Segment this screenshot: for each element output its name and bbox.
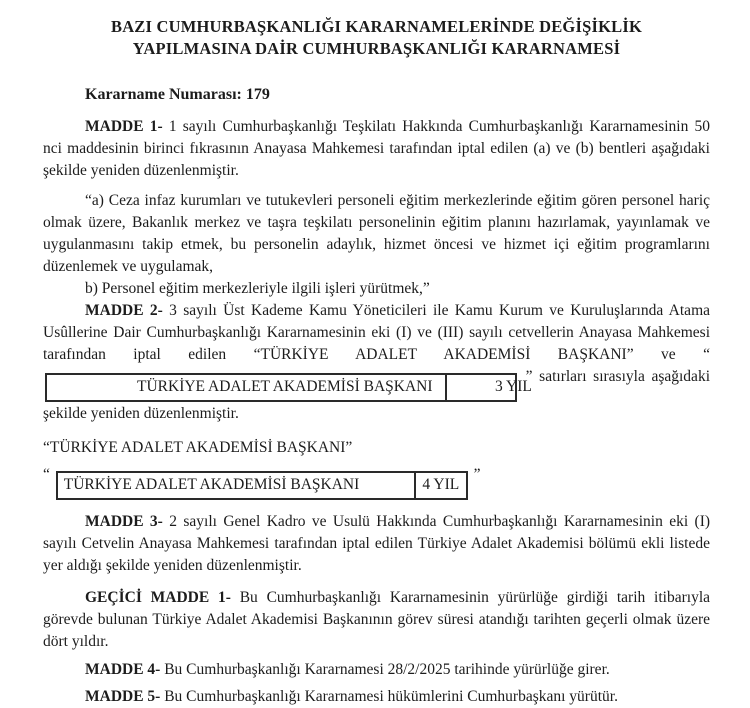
madde5-label: MADDE 5- — [85, 688, 161, 705]
madde5-text: Bu Cumhurbaşkanlığı Kararnamesi hükümlerini Cumhurbaşkanı yürütür. — [164, 688, 618, 705]
annulled-row-table — [45, 373, 532, 402]
open-quote: “ — [43, 466, 50, 483]
madde1-paragraph — [43, 116, 710, 182]
replacement-rows-block — [43, 437, 710, 501]
madde3-label: MADDE 3- — [85, 513, 163, 530]
madde2-text-after-box: ” satırları sırasıyla aşağıdaki şekilde yeniden düzenlenmiştir. — [43, 368, 710, 422]
replacement-row-line2 — [43, 460, 710, 501]
row-term-cell: 4 YIL — [414, 473, 466, 498]
decree-number: Kararname Numarası: 179 — [85, 86, 270, 103]
madde4-paragraph — [43, 659, 710, 681]
gecici-madde1-paragraph — [43, 587, 710, 653]
madde4-text: Bu Cumhurbaşkanlığı Kararnamesi 28/2/2025 tarihinde yürürlüğe girer. — [164, 661, 610, 678]
madde5-paragraph — [43, 686, 710, 708]
clause-a-paragraph: “a) Ceza infaz kurumları ve tutukevleri personeli eğitim merkezlerinde eğitim gören personel hariç olmak üzere, Bakanlık merkez ve taşra teşkilatı personelinin eğitim planını hazırlamak, yayınlamak ve uygulanmasını takip etmek, bu personelin adaylık, hizmet öncesi ve hizmet içi eğitim programlarını düzenlemek ve uygulamak, — [43, 192, 710, 275]
close-quote: ” — [473, 466, 481, 483]
madde4-label: MADDE 4- — [85, 661, 161, 678]
madde1-text: 1 sayılı Cumhurbaşkanlığı Teşkilatı Hakkında Cumhurbaşkanlığı Kararnamesinin 50 nci maddesinin birinci fıkrasının Anayasa Mahkemesi tarafından iptal edilen (a) ve (b) bentleri aşağıdaki şekilde yeniden düzenlenmiştir. — [43, 118, 710, 179]
row-title-cell: TÜRKİYE ADALET AKADEMİSİ BAŞKANI — [63, 476, 360, 493]
new-row-table — [56, 471, 468, 500]
clause-b-paragraph: b) Personel eğitim merkezleriyle ilgili işleri yürütmek,” — [85, 280, 430, 297]
row-term-cell: 3 YIL — [445, 375, 515, 400]
gecici-madde1-label: GEÇİCİ MADDE 1- — [85, 589, 231, 606]
document-title-line1: BAZI CUMHURBAŞKANLIĞI KARARNAMELERİNDE DEĞİŞİKLİK — [110, 17, 642, 36]
madde3-text: 2 sayılı Genel Kadro ve Usulü Hakkında Cumhurbaşkanlığı Kararnamesinin eki (I) sayılı Cetvelin Anayasa Mahkemesi tarafından iptal edilen Türkiye Adalet Akademisi bölümü ekli listede yer aldığı şekilde yeniden düzenlenmiştir. — [43, 513, 711, 574]
madde1-label: MADDE 1- — [85, 118, 163, 135]
madde2-label: MADDE 2- — [85, 302, 163, 319]
replacement-row-line1: “TÜRKİYE ADALET AKADEMİSİ BAŞKANI” — [43, 439, 353, 456]
madde2-paragraph — [43, 300, 710, 425]
document-title-line2: YAPILMASINA DAİR CUMHURBAŞKANLIĞI KARARNAMESİ — [132, 39, 621, 58]
row-title-cell: TÜRKİYE ADALET AKADEMİSİ BAŞKANI — [137, 378, 433, 395]
gecici-madde1-text: Bu Cumhurbaşkanlığı Kararnamesinin yürürlüğe girdiği tarih itibarıyla görevde bulunan Türkiye Adalet Akademisi Başkanının görev süresi atandığı tarihten geçerli olmak üzere dört yıldır. — [43, 589, 711, 650]
document-title — [43, 16, 710, 60]
madde3-paragraph — [43, 511, 710, 577]
madde2-text-before-box: 3 sayılı Üst Kademe Kamu Yöneticileri ile Kamu Kurum ve Kuruluşlarında Atama Usûllerine Dair Cumhurbaşkanlığı Kararnamesinin eki (I) ve (III) sayılı cetvellerin Anayasa Mahkemesi tarafından iptal edilen “TÜRKİYE ADALET AKADEMİSİ BAŞKANI” ve “ — [43, 302, 710, 363]
